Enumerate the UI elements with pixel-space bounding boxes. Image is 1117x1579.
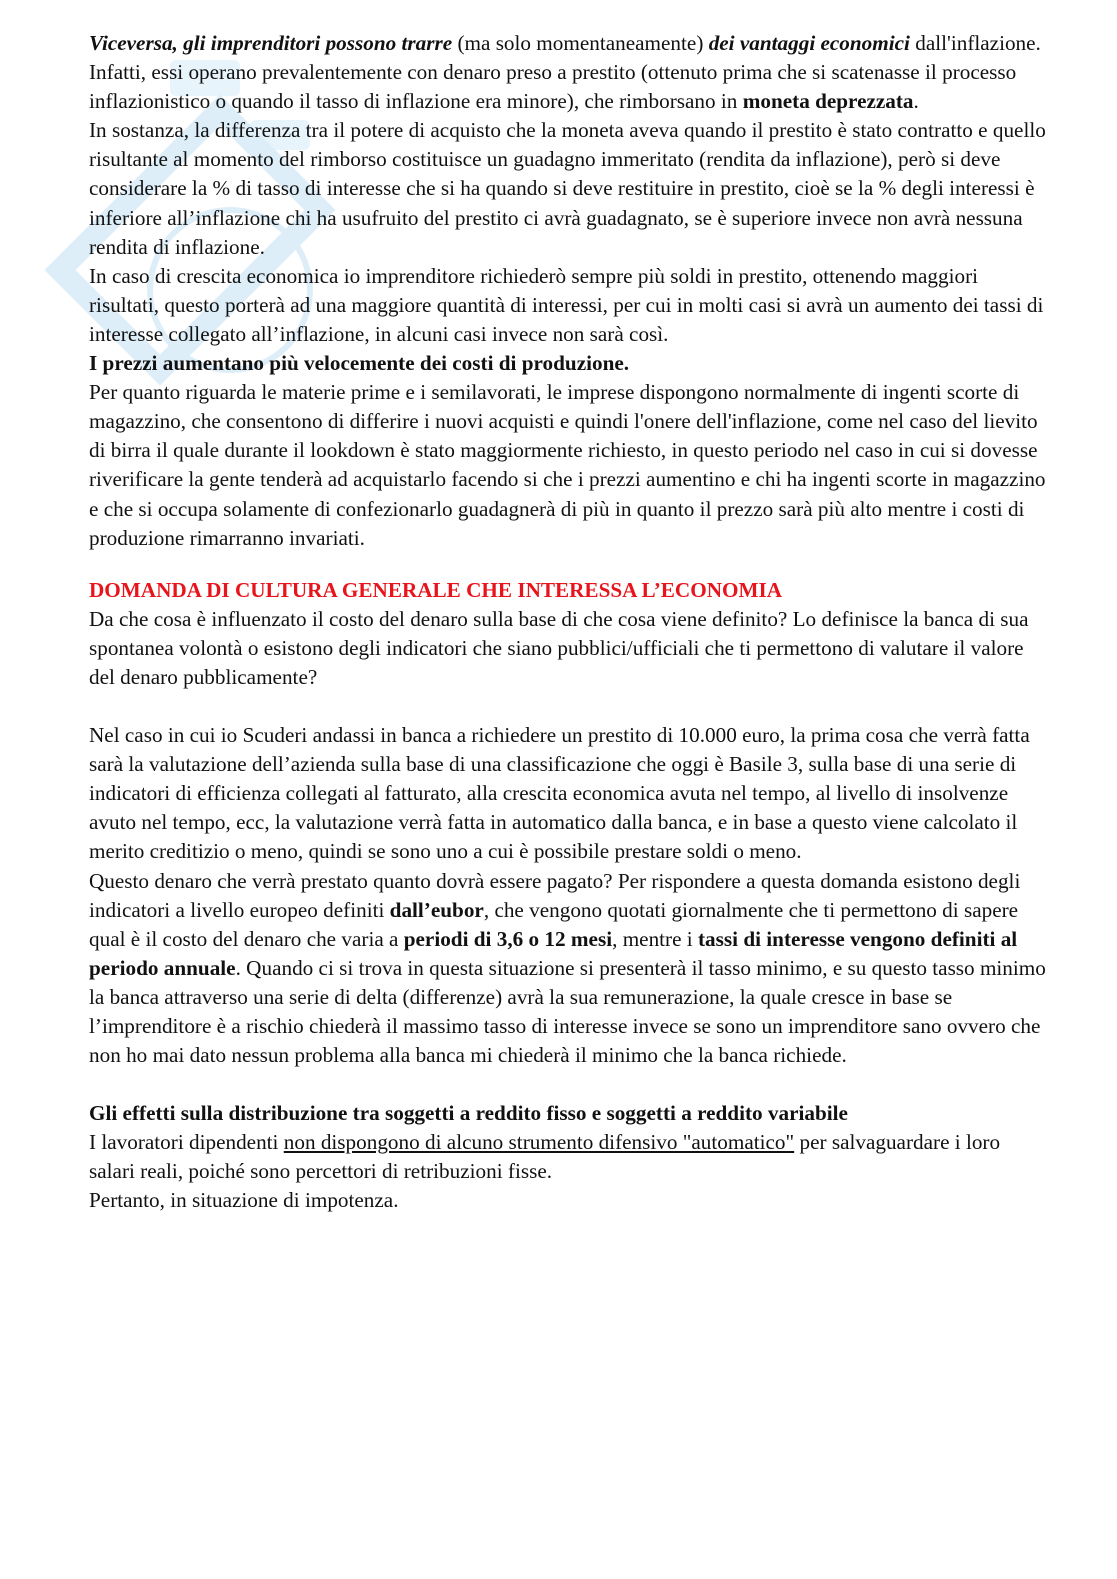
- spacer: [89, 553, 1049, 576]
- paragraph-scuderi: Nel caso in cui io Scuderi andassi in banca a richiedere un prestito di 10.000 euro, la prima cosa che verrà fatta sarà la valutazione dell’azienda sulla base di una classificazione che oggi è Basile 3, sulla base di una serie di indicatori di efficienza collegati al fatturato, alla crescita economica avuta nel tempo, al livello di insolvenze avuto nel tempo, ecc, la valutazione verrà fatta in automatico dalla banca, e in base a questo viene calcolato il merito creditizio o meno, quindi se sono uno a cui è possibile prestare soldi o meno.: [89, 723, 1030, 864]
- intro-bold-italic-1: Viceversa, gli imprenditori possono trarre: [89, 31, 453, 55]
- paragraph-lavoratori: [89, 1128, 1049, 1186]
- paragraph-materie-prime: Per quanto riguarda le materie prime e i semilavorati, le imprese dispongono normalmente di ingenti scorte di magazzino, che consentono di differire i nuovi acquisti e quindi l'onere dell'inflazione, come nel caso del lievito di birra il quale durante il lookdown è stato maggiormente richiesto, in questo periodo nel caso in cui si dovesse riverificare la gente tenderà ad acquistarlo facendo si che i prezzi aumentino e chi ha ingenti scorte in magazzino e che si occupa solamente di confezionarlo guadagnerà di più in quanto il prezzo sarà più alto mentre i costi di produzione rimarranno invariati.: [89, 380, 1046, 550]
- moneta-deprezzata-bold: moneta deprezzata: [742, 89, 914, 114]
- denaro-text-1: Questo denaro che verrà prestato quanto dovrà essere pagato? Per rispondere a questa domanda esistono degli indicatori a livello europeo definiti: [89, 868, 1021, 922]
- eubor-bold: dall’eubor: [389, 897, 484, 922]
- spacer: [89, 1070, 1049, 1099]
- heading-domanda-cultura: DOMANDA DI CULTURA GENERALE CHE INTERESSA L’ECONOMIA: [89, 577, 783, 602]
- tassi-bold: tassi di interesse vengono definiti al periodo annuale: [89, 926, 1018, 980]
- infatti-text: Infatti, essi operano prevalentemente con denaro preso a prestito (ottenuto prima che si scatenasse il processo inflazionistico o quando il tasso di inflazione era minore), che rimborsano in: [89, 60, 1017, 114]
- paragraph-intro: [89, 29, 1049, 58]
- lavoratori-text-2: per salvaguardare i loro salari reali, poiché sono percettori di retribuzioni fisse.: [89, 1130, 1001, 1184]
- paragraph-sostanza: In sostanza, la differenza tra il potere di acquisto che la moneta aveva quando il prestito è stato contratto e quello risultante al momento del rimborso costituisce un guadagno immeritato (rendita da inflazione), però si deve considerare la % di tasso di interesse che si ha quando si deve restituire in prestito, cioè se la % degli interessi è inferiore all’inflazione chi ha usufruito del prestito ci avrà guadagnato, se è superiore invece non avrà nessuna rendita di inflazione.: [89, 118, 1046, 259]
- paragraph-domanda: Da che cosa è influenzato il costo del denaro sulla base di che cosa viene definito? Lo definisce la banca di sua spontanea volontà o esistono degli indicatori che siano pubblici/ufficiali che ti permettono di valutare il valore del denaro pubblicamente?: [89, 606, 1029, 689]
- heading-effetti-distribuzione: Gli effetti sulla distribuzione tra soggetti a reddito fisso e soggetti a reddito variabile: [89, 1101, 848, 1126]
- intro-bold-italic-2: dei vantaggi economici: [708, 31, 910, 55]
- spacer: [89, 692, 1049, 721]
- paragraph-crescita: In caso di crescita economica io imprenditore richiederò sempre più soldi in prestito, ottenendo maggiori risultati, questo porterà ad una maggiore quantità di interessi, per cui in molti casi si avrà un aumento dei tassi di interesse collegato all’inflazione, in alcuni casi invece non sarà così.: [89, 263, 1044, 346]
- periodi-bold: periodi di 3,6 o 12 mesi: [403, 926, 613, 951]
- paragraph-pertanto: Pertanto, in situazione di impotenza.: [89, 1188, 399, 1213]
- denaro-text-3: , mentre i: [612, 926, 698, 951]
- intro-plain-2: dall'inflazione.: [909, 31, 1041, 55]
- heading-prezzi: I prezzi aumentano più velocemente dei costi di produzione.: [89, 351, 630, 376]
- denaro-text-2: , che vengono quotati giornalmente che ti permettono di sapere qual è il costo del denaro che varia a: [89, 897, 1019, 951]
- lavoratori-text-1: I lavoratori dipendenti: [89, 1130, 284, 1155]
- intro-plain-1: (ma solo momentaneamente): [452, 31, 709, 55]
- infatti-end: .: [913, 89, 919, 114]
- denaro-text-4: . Quando ci si trova in questa situazione si presenterà il tasso minimo, e su questo tasso minimo la banca attraverso una serie di delta (differenze) avrà la sua remunerazione, la quale cresce in base se l’imprenditore è a rischio chiederà il massimo tasso di interesse invece se sono un imprenditore sano ovvero che non ho mai dato nessun problema alla banca mi chiederà il minimo che la banca richiede.: [89, 955, 1046, 1068]
- strumento-difensivo-underlined: non dispongono di alcuno strumento difensivo "automatico": [283, 1130, 795, 1155]
- document-page: [89, 29, 1049, 1216]
- paragraph-infatti: [89, 58, 1049, 116]
- paragraph-denaro-prestato: [89, 867, 1049, 1071]
